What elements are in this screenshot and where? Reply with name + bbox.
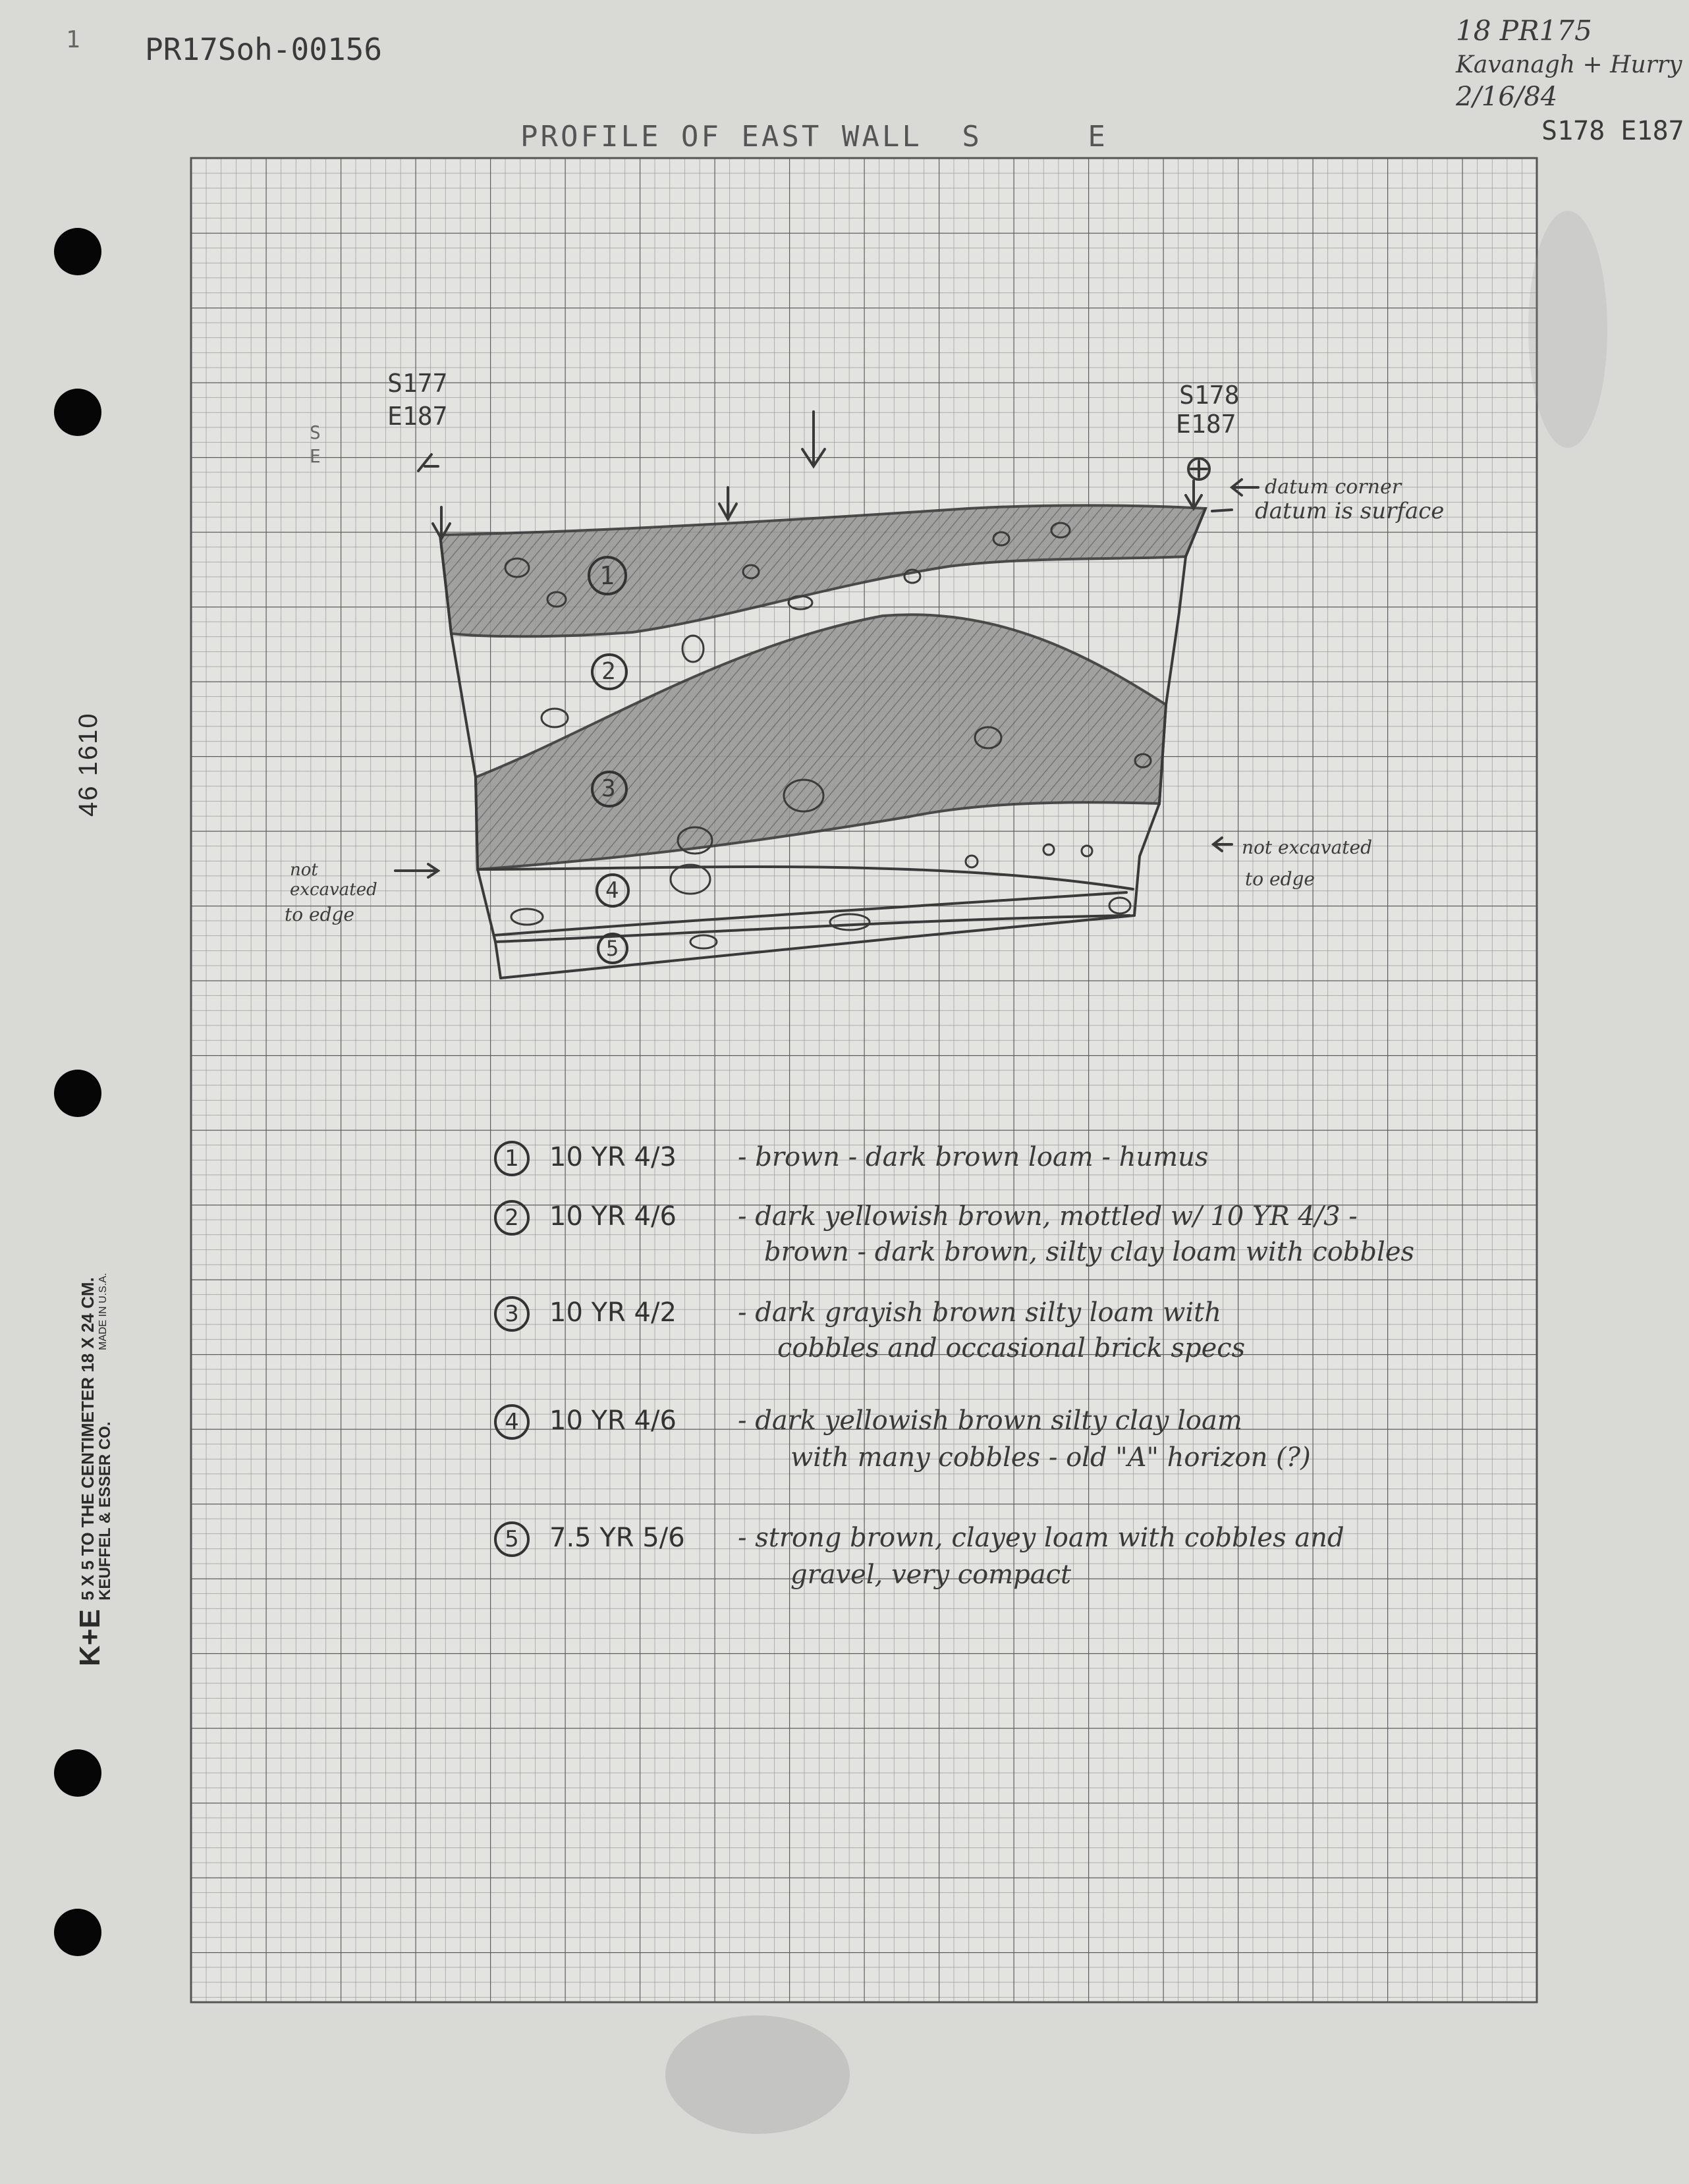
legend-row-4 bbox=[494, 1404, 1581, 1483]
cobble bbox=[1043, 844, 1054, 855]
corner-left-s: S177 bbox=[387, 369, 448, 398]
munsell-code: 10 YR 4/2 bbox=[549, 1297, 677, 1328]
legend-description-continued: brown - dark brown, silty clay loam with cobbles bbox=[764, 1237, 1415, 1267]
right-note-1: not excavated bbox=[1242, 836, 1373, 858]
legend-description: - brown - dark brown loam - humus bbox=[738, 1142, 1209, 1172]
grid-spec: 5 X 5 TO THE CENTIMETER 18 X 24 CM. bbox=[78, 1277, 97, 1600]
layer-2-label: 2 bbox=[601, 658, 616, 685]
site-code: 18 PR175 bbox=[1456, 14, 1592, 47]
cobble bbox=[541, 709, 568, 727]
cobble bbox=[1082, 846, 1092, 856]
corner-right-e: E187 bbox=[1176, 410, 1236, 439]
title-axis-e: E bbox=[1088, 120, 1108, 153]
legend-description: - strong brown, clayey loam with cobbles and bbox=[738, 1523, 1344, 1553]
legend-number: 1 bbox=[494, 1141, 530, 1176]
legend-row-1 bbox=[494, 1141, 1581, 1180]
brand-logo: K+E bbox=[74, 1609, 106, 1666]
legend-description: - dark yellowish brown, mottled w/ 10 YR 4/3 - bbox=[738, 1201, 1358, 1232]
profile-title-text: PROFILE OF EAST WALL bbox=[520, 120, 922, 153]
corner-left-e: E187 bbox=[387, 402, 448, 431]
cobble bbox=[830, 914, 870, 930]
legend-row-2 bbox=[494, 1200, 1581, 1279]
cobble bbox=[682, 636, 704, 662]
catalog-id: PR17Soh-00156 bbox=[145, 32, 383, 67]
layer-5-label: 5 bbox=[606, 936, 619, 961]
munsell-code: 10 YR 4/6 bbox=[549, 1406, 677, 1436]
cobble bbox=[511, 909, 543, 925]
legend-description-continued: with many cobbles - old "A" horizon (?) bbox=[790, 1442, 1311, 1473]
left-note-2: excavated bbox=[290, 880, 377, 900]
cobble bbox=[966, 856, 978, 867]
legend-number: 5 bbox=[494, 1521, 530, 1557]
left-note-1: not bbox=[290, 860, 318, 880]
page-marker: 1 bbox=[66, 26, 80, 53]
datum-note-1: datum corner bbox=[1265, 476, 1402, 499]
cobble bbox=[690, 935, 717, 948]
legend-number: 3 bbox=[494, 1296, 530, 1332]
record-date: 2/16/84 bbox=[1456, 82, 1558, 112]
legend-row-3 bbox=[494, 1296, 1581, 1375]
legend-number: 4 bbox=[494, 1404, 530, 1440]
layer-1-label: 1 bbox=[599, 561, 615, 590]
cobble bbox=[1109, 898, 1130, 914]
legend-description-continued: cobbles and occasional brick specs bbox=[777, 1333, 1246, 1363]
compass-e: E bbox=[310, 445, 321, 467]
legend-description: - dark yellowish brown silty clay loam bbox=[738, 1406, 1242, 1436]
datum-note-2: datum is surface bbox=[1255, 498, 1445, 524]
cobble bbox=[789, 596, 812, 609]
cobble bbox=[671, 865, 710, 894]
right-note-2: to edge bbox=[1245, 868, 1315, 890]
layer-3-label: 3 bbox=[601, 775, 616, 802]
legend-description-continued: gravel, very compact bbox=[790, 1560, 1072, 1590]
legend-number: 2 bbox=[494, 1200, 530, 1236]
paper-maker: KEUFFEL & ESSER CO. bbox=[96, 1421, 114, 1600]
munsell-code: 10 YR 4/6 bbox=[549, 1201, 677, 1232]
munsell-code: 10 YR 4/3 bbox=[549, 1142, 677, 1172]
munsell-code: 7.5 YR 5/6 bbox=[549, 1523, 685, 1553]
made-in: MADE IN U.S.A. bbox=[97, 1272, 109, 1350]
layer-4-label: 4 bbox=[605, 877, 619, 904]
legend-description: - dark grayish brown silty loam with bbox=[738, 1297, 1221, 1328]
title-axis-s: S bbox=[962, 120, 982, 153]
recorders: Kavanagh + Hurry bbox=[1456, 51, 1682, 78]
left-note-3: to edge bbox=[285, 904, 354, 925]
layer-3-shape bbox=[476, 614, 1166, 869]
layer-1-shape bbox=[440, 505, 1205, 636]
unit-designation: S178 E187 bbox=[1541, 116, 1684, 146]
corner-right-s: S178 bbox=[1179, 381, 1240, 410]
product-number: 46 1610 bbox=[74, 712, 103, 817]
legend-row-5 bbox=[494, 1521, 1581, 1600]
compass-s: S bbox=[310, 422, 321, 443]
